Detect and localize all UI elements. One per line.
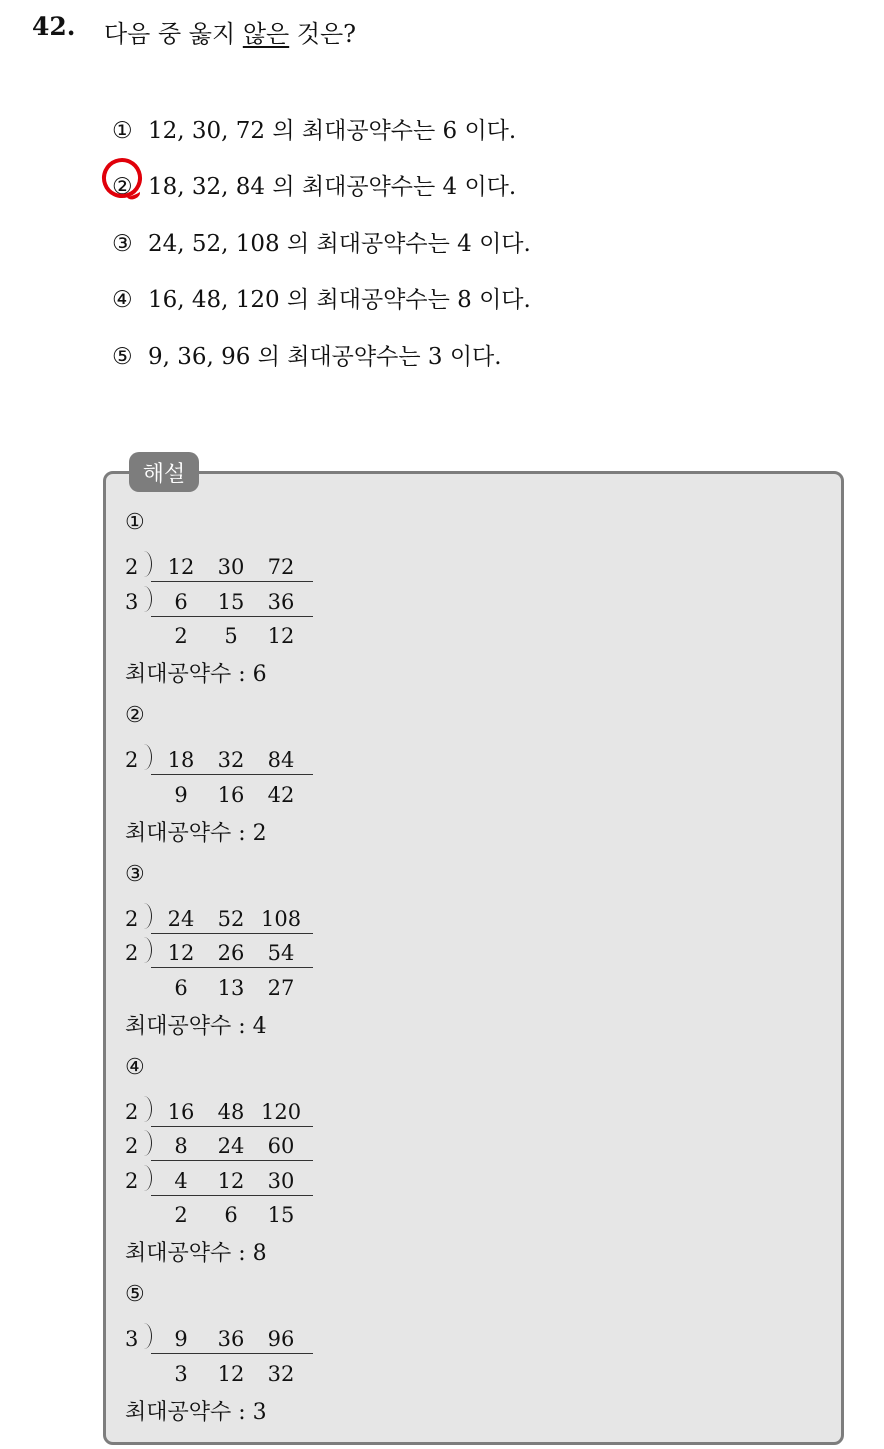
choice-text: 9, 36, 96 의 최대공약수는 3 이다. [148, 344, 502, 370]
division-bracket-icon [143, 1165, 152, 1191]
gcd-result-text: 최대공약수 : 4 [125, 1013, 267, 1039]
division-result-row [125, 778, 313, 810]
division-number: 120 [261, 1099, 302, 1124]
division-number: 84 [267, 748, 295, 772]
choice-4[interactable] [112, 281, 531, 314]
divisor: 2 [125, 941, 139, 965]
division-bracket-icon [143, 1130, 152, 1156]
division-number: 54 [267, 941, 295, 965]
division-underline [151, 1353, 313, 1354]
division-number: 42 [267, 782, 295, 807]
explanation-tab-label: 해설 [129, 452, 199, 492]
explanation-section-marker: ① [125, 510, 145, 535]
division-number: 12 [167, 941, 195, 965]
division-number: 48 [217, 1099, 245, 1124]
division-number: 36 [267, 589, 295, 614]
explanation-section-marker: ② [125, 703, 145, 728]
division-result-row [125, 1198, 313, 1230]
division-number: 24 [217, 1134, 245, 1158]
gcd-result-text: 최대공약수 : 3 [125, 1399, 267, 1425]
question-number: 42. [32, 12, 76, 41]
division-number: 30 [217, 555, 245, 579]
division-number: 2 [174, 624, 188, 648]
gcd-result-text: 최대공약수 : 2 [125, 820, 267, 846]
division-step-row [125, 1322, 313, 1354]
choice-text: 16, 48, 120 의 최대공약수는 8 이다. [148, 287, 531, 313]
division-underline [151, 581, 313, 582]
division-bracket-icon [143, 903, 152, 929]
division-number: 18 [167, 748, 195, 772]
division-step-row [125, 1164, 313, 1196]
question-text-after: 것은? [289, 20, 357, 48]
choice-marker: ⑤ [112, 344, 133, 370]
division-number: 4 [174, 1168, 188, 1193]
division-number: 5 [224, 624, 238, 648]
choice-text: 12, 30, 72 의 최대공약수는 6 이다. [148, 118, 517, 144]
division-result-row [125, 971, 313, 1003]
division-number: 60 [267, 1134, 295, 1158]
division-underline [151, 1195, 313, 1196]
division-bracket-icon [143, 937, 152, 963]
divisor: 2 [125, 1134, 139, 1158]
division-number: 72 [267, 555, 295, 579]
question-text-underlined: 않은 [242, 20, 290, 48]
division-number: 108 [261, 906, 302, 931]
choice-3[interactable] [112, 225, 531, 258]
division-underline [151, 967, 313, 968]
division-number: 24 [167, 906, 195, 931]
division-number: 27 [267, 975, 295, 1000]
choice-text: 18, 32, 84 의 최대공약수는 4 이다. [148, 174, 517, 200]
division-underline [151, 616, 313, 617]
division-number: 6 [224, 1203, 238, 1227]
divisor: 3 [125, 589, 139, 614]
explanation-section-marker: ④ [125, 1054, 145, 1080]
division-underline [151, 933, 313, 934]
division-number: 16 [217, 782, 245, 807]
division-underline [151, 1160, 313, 1161]
division-number: 2 [174, 1203, 188, 1227]
choice-2[interactable] [112, 168, 516, 201]
division-number: 15 [217, 589, 245, 614]
division-step-row [125, 585, 313, 617]
division-number: 12 [267, 624, 295, 648]
division-number: 12 [167, 555, 195, 579]
division-step-row [125, 550, 313, 582]
division-number: 36 [217, 1327, 245, 1351]
division-result-row [125, 1357, 313, 1389]
gcd-result-text: 최대공약수 : 6 [125, 662, 267, 687]
division-number: 6 [174, 589, 188, 614]
division-bracket-icon [143, 551, 152, 577]
division-step-row [125, 902, 313, 934]
division-result-row [125, 619, 313, 651]
division-number: 15 [267, 1203, 295, 1227]
division-number: 26 [217, 941, 245, 965]
division-underline [151, 1126, 313, 1127]
division-number: 30 [267, 1168, 295, 1193]
question-text-before: 다음 중 옳지 [104, 20, 243, 48]
question-text [104, 14, 356, 49]
division-number: 6 [174, 975, 188, 1000]
division-bracket-icon [143, 586, 152, 612]
gcd-result-text: 최대공약수 : 8 [125, 1241, 267, 1266]
division-number: 9 [174, 1327, 188, 1351]
division-step-row [125, 936, 313, 968]
division-number: 9 [174, 782, 188, 807]
divisor: 2 [125, 555, 139, 579]
division-underline [151, 774, 313, 775]
division-bracket-icon [143, 1323, 152, 1349]
division-number: 8 [174, 1134, 188, 1158]
choice-marker: ② [112, 174, 133, 200]
divisor: 3 [125, 1327, 139, 1351]
choice-marker: ③ [112, 231, 133, 257]
division-bracket-icon [143, 744, 152, 770]
divisor: 2 [125, 1099, 139, 1124]
explanation-section-marker: ③ [125, 861, 145, 887]
division-number: 96 [267, 1327, 295, 1351]
choice-5[interactable] [112, 338, 502, 371]
division-number: 12 [217, 1361, 245, 1386]
division-step-row [125, 1129, 313, 1161]
choice-1[interactable] [112, 112, 516, 145]
choice-text: 24, 52, 108 의 최대공약수는 4 이다. [148, 231, 531, 257]
choice-marker: ① [112, 118, 133, 144]
division-number: 16 [167, 1099, 195, 1124]
choice-marker: ④ [112, 287, 133, 313]
division-number: 12 [217, 1168, 245, 1193]
division-number: 52 [217, 906, 245, 931]
division-number: 13 [217, 975, 245, 1000]
division-number: 32 [217, 748, 245, 772]
division-bracket-icon [143, 1096, 152, 1122]
division-step-row [125, 743, 313, 775]
division-number: 32 [267, 1361, 295, 1386]
explanation-section-marker: ⑤ [125, 1282, 145, 1307]
divisor: 2 [125, 906, 139, 931]
division-step-row [125, 1095, 313, 1127]
division-number: 3 [174, 1361, 188, 1386]
divisor: 2 [125, 1168, 139, 1193]
divisor: 2 [125, 748, 139, 772]
